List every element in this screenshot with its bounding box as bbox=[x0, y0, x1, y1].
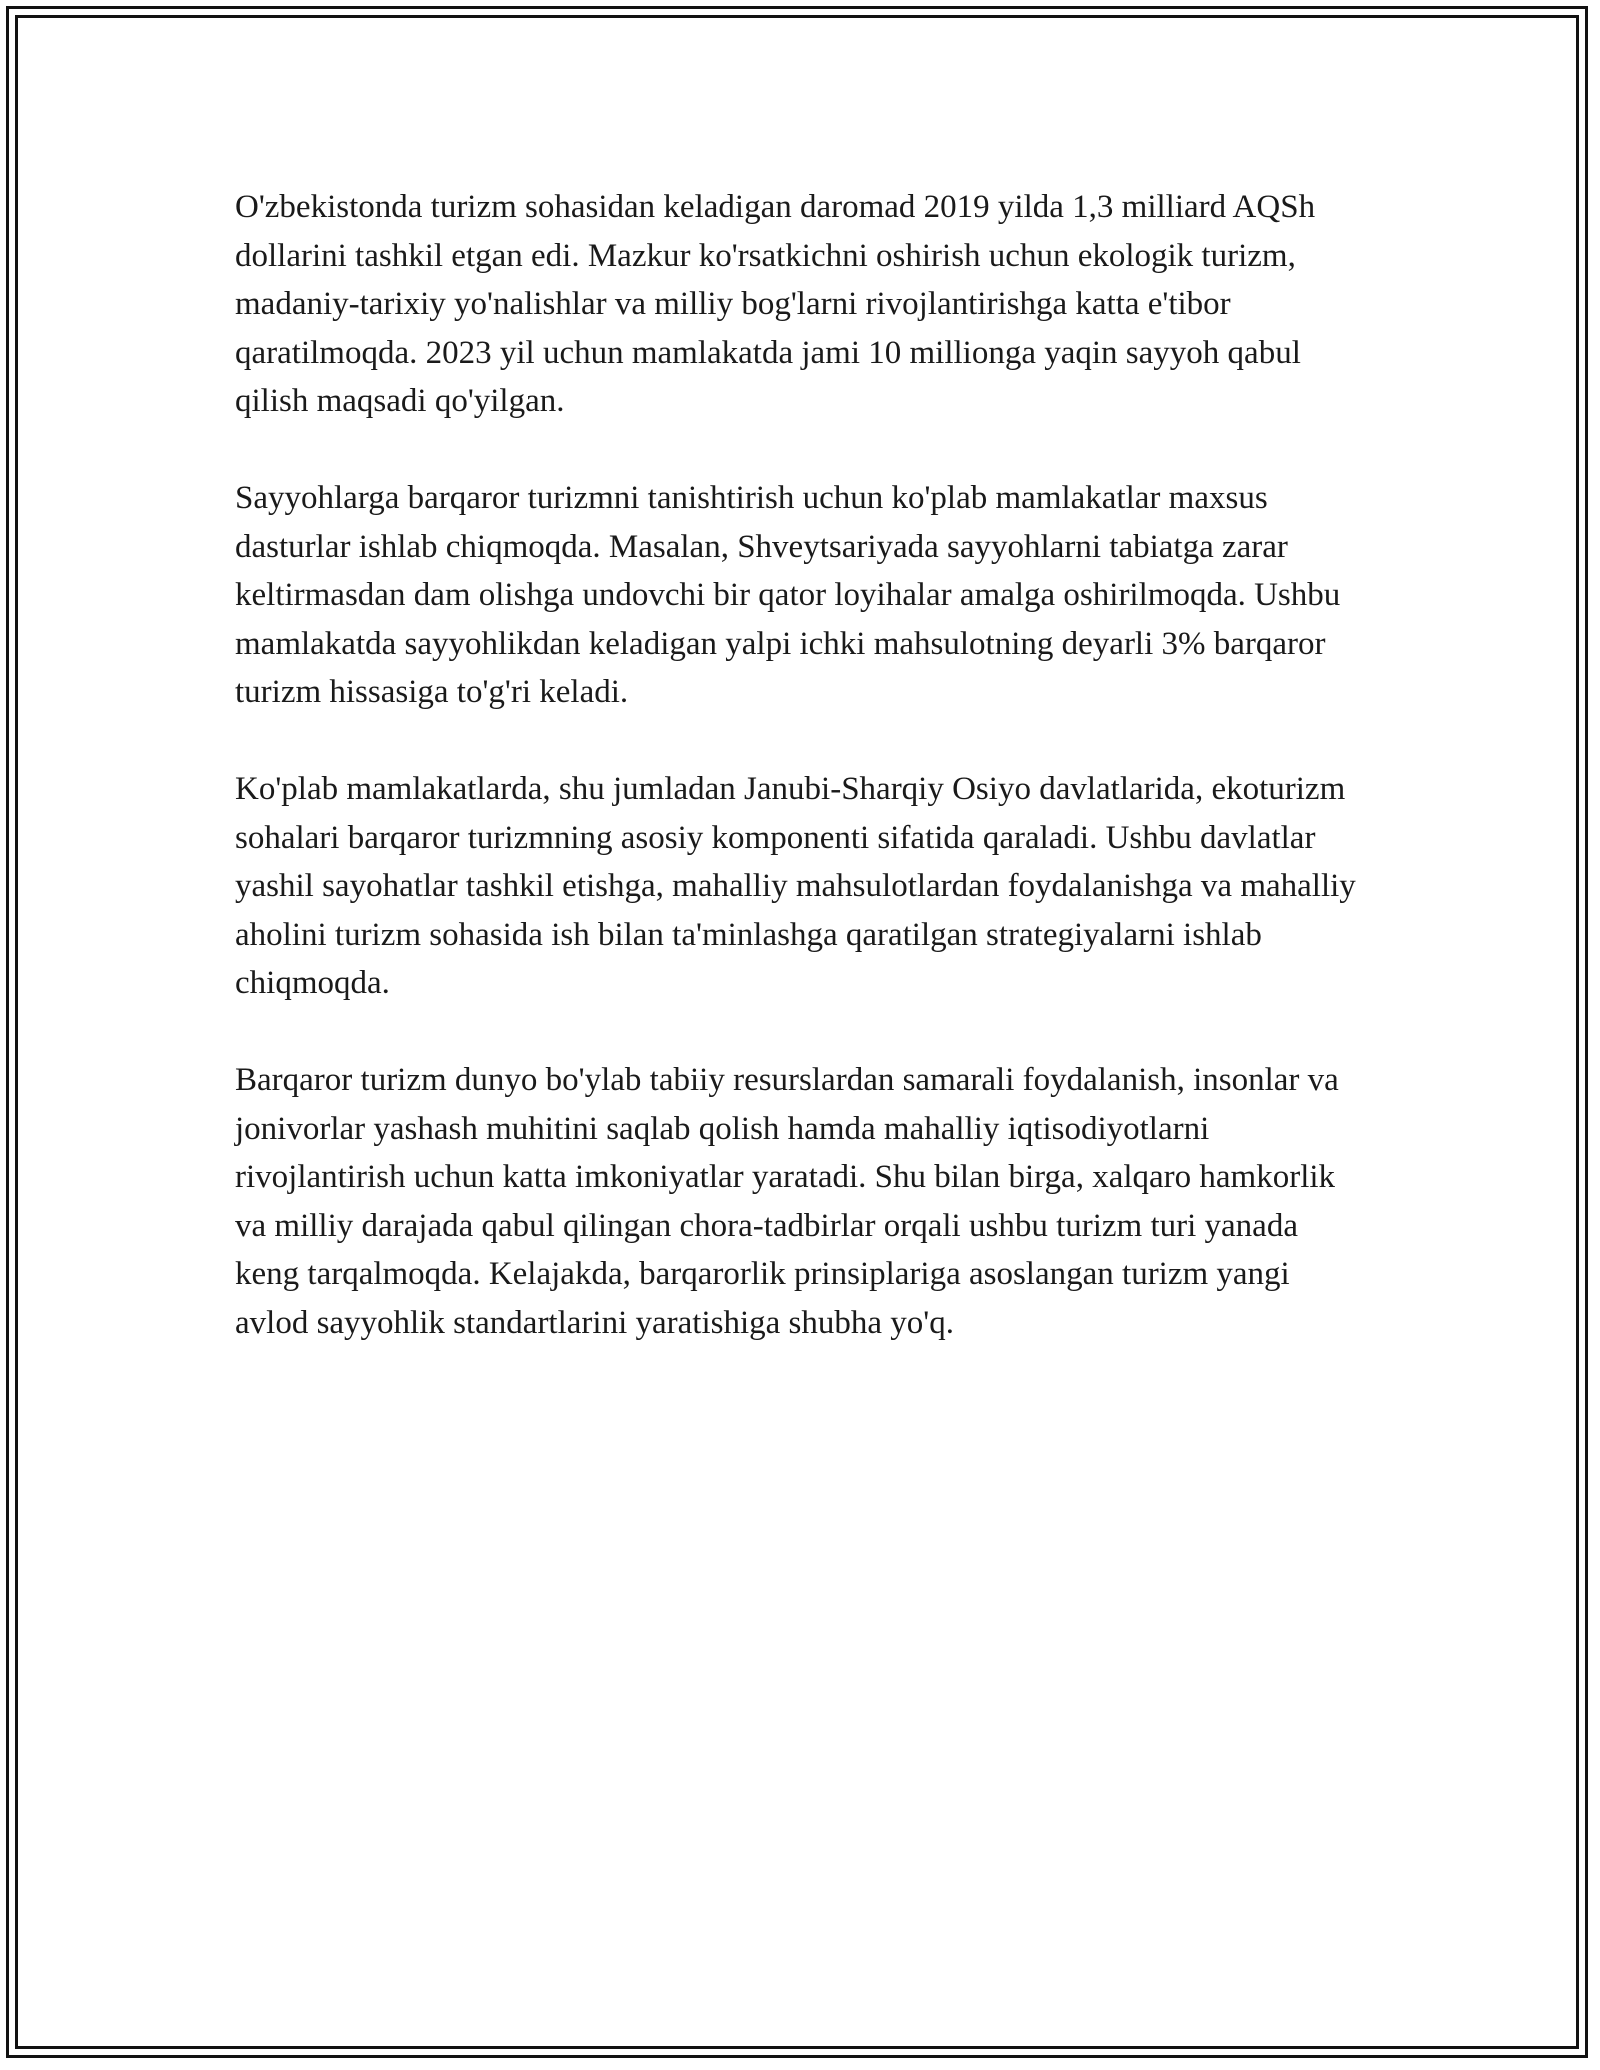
paragraph-4: Barqaror turizm dunyo bo'ylab tabiiy resurslardan samarali foydalanish, insonlar va jonivorlar yashash muhitini saqlab qolish hamda mahalliy iqtisodiyotlarni rivojlantirish uchun katta imkoniyatlar yaratadi. Shu bilan birga, xalqaro hamkorlik va milliy darajada qabul qilingan chora-tadbirlar orqali ushbu turizm turi yanada keng tarqalmoqda. Kelajakda, barqarorlik prinsiplariga asoslangan turizm yangi avlod sayyohlik standartlarini yaratishiga shubha yo'q. bbox=[235, 1062, 1339, 1341]
document-body bbox=[235, 183, 1365, 1396]
paragraph-1: O'zbekistonda turizm sohasidan keladigan daromad 2019 yilda 1,3 milliard AQSh dollarini tashkil etgan edi. Mazkur ko'rsatkichni oshirish uchun ekologik turizm, madaniy-tarixiy yo'nalishlar va milliy bog'larni rivojlantirishga katta e'tibor qaratilmoqda. 2023 yil uchun mamlakatda jami 10 millionga yaqin sayyoh qabul qilish maqsadi qo'yilgan. bbox=[235, 189, 1316, 419]
paragraph-2: Sayyohlarga barqaror turizmni tanishtirish uchun ko'plab mamlakatlar maxsus dasturlar ishlab chiqmoqda. Masalan, Shveytsariyada sayyohlarni tabiatga zarar keltirmasdan dam olishga undovchi bir qator loyihalar amalga oshirilmoqda. Ushbu mamlakatda sayyohlikdan keladigan yalpi ichki mahsulotning deyarli 3% barqaror turizm hissasiga to'g'ri keladi. bbox=[235, 480, 1341, 710]
paragraph-3: Ko'plab mamlakatlarda, shu jumladan Janubi-Sharqiy Osiyo davlatlarida, ekoturizm sohalari barqaror turizmning asosiy komponenti sifatida qaraladi. Ushbu davlatlar yashil sayohatlar tashkil etishga, mahalliy mahsulotlardan foydalanishga va mahalliy aholini turizm sohasida ish bilan ta'minlashga qaratilgan strategiyalarni ishlab chiqmoqda. bbox=[235, 771, 1356, 1001]
